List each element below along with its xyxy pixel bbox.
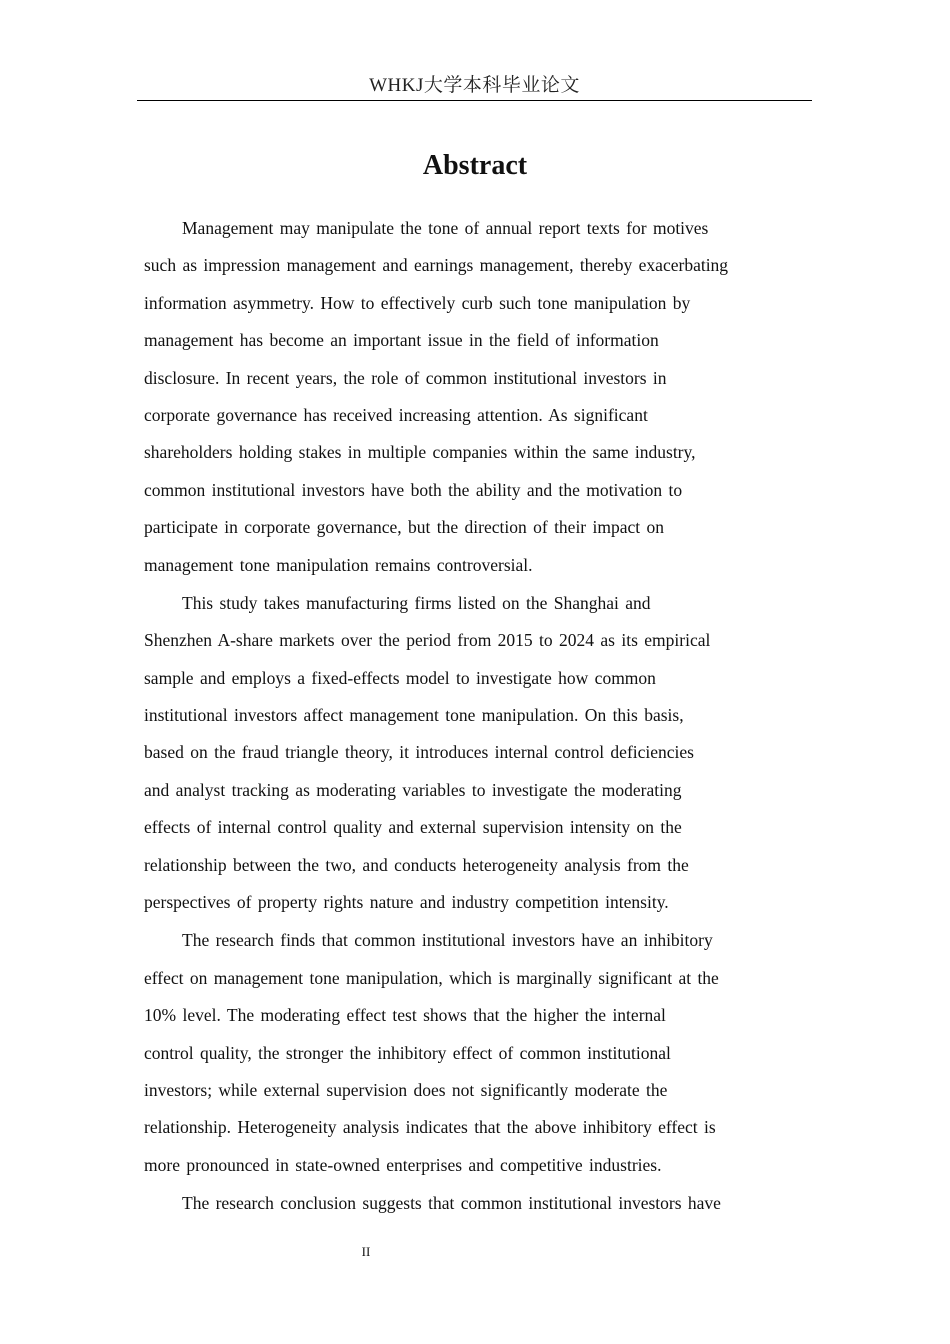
text-line: disclosure. In recent years, the role of common institutional investors in	[144, 367, 667, 388]
page-title: Abstract	[422, 150, 528, 181]
text-line: investors; while external supervision does not significantly moderate the	[144, 1079, 668, 1100]
text-line: shareholders holding stakes in multiple companies within the same industry,	[144, 442, 696, 463]
text-line: effect on management tone manipulation, which is marginally significant at the	[144, 967, 719, 988]
text-line: and analyst tracking as moderating variables to investigate the moderating	[144, 779, 682, 800]
text-line: relationship. Heterogeneity analysis indicates that the above inhibitory effect is	[144, 1117, 716, 1138]
header-title: WHKJ大学本科毕业论文	[369, 75, 580, 96]
text-line: relationship between the two, and conducts heterogeneity analysis from the	[144, 854, 689, 875]
text-line: management tone manipulation remains controversial.	[144, 554, 533, 575]
text-line: The research conclusion suggests that common institutional investors have	[182, 1193, 721, 1214]
page-number: II	[361, 1244, 371, 1259]
text-line: based on the fraud triangle theory, it introduces internal control deficiencies	[144, 742, 694, 763]
paragraph-4	[144, 1185, 804, 1222]
paragraph-1	[144, 210, 804, 584]
text-line: Management may manipulate the tone of annual report texts for motives	[182, 218, 709, 238]
text-line: control quality, the stronger the inhibitory effect of common institutional	[144, 1042, 671, 1063]
text-line: participate in corporate governance, but the direction of their impact on	[144, 517, 665, 538]
text-line: more pronounced in state-owned enterprises and competitive industries.	[144, 1154, 662, 1175]
text-line: 10% level. The moderating effect test shows that the higher the internal	[144, 1005, 666, 1026]
text-line: common institutional investors have both the ability and the motivation to	[144, 479, 683, 500]
text-line: management has become an important issue in the field of information	[144, 330, 659, 351]
text-line: sample and employs a fixed-effects model to investigate how common	[144, 667, 656, 688]
text-line: such as impression management and earnings management, thereby exacerbating	[144, 255, 729, 276]
page-header	[137, 74, 812, 101]
text-line: information asymmetry. How to effectively curb such tone manipulation by	[144, 292, 691, 313]
abstract-body	[144, 210, 804, 1224]
text-line: institutional investors affect management tone manipulation. On this basis,	[144, 705, 684, 726]
paragraph-3	[144, 922, 804, 1184]
paragraph-2	[144, 585, 804, 922]
text-line: perspectives of property rights nature and industry competition intensity.	[144, 892, 669, 913]
text-line: The research finds that common institutional investors have an inhibitory	[182, 930, 713, 951]
text-line: This study takes manufacturing firms listed on the Shanghai and	[182, 592, 651, 613]
text-line: corporate governance has received increasing attention. As significant	[144, 404, 648, 425]
text-line: Shenzhen A-share markets over the period from 2015 to 2024 as its empirical	[144, 630, 711, 651]
text-line: effects of internal control quality and external supervision intensity on the	[144, 817, 682, 838]
